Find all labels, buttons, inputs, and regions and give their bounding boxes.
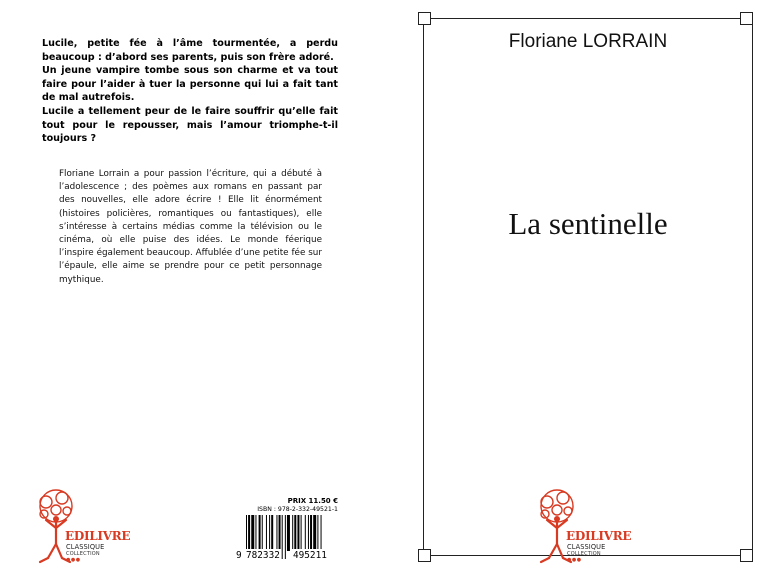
- barcode-bar: [313, 515, 316, 551]
- frame-corner: [418, 12, 431, 25]
- barcode-bar: [292, 515, 293, 551]
- front-cover-frame: [423, 18, 753, 556]
- barcode-bar: [266, 515, 267, 551]
- frame-corner: [418, 549, 431, 562]
- barcode-bar: [305, 515, 306, 551]
- front-author: Floriane LORRAIN: [508, 31, 668, 52]
- publisher-logo: [533, 484, 632, 564]
- publisher-brand: EDILIVRE: [566, 529, 632, 543]
- barcode-digits: 9 782332 495211: [236, 550, 327, 561]
- publisher-logo: [32, 484, 131, 564]
- barcode-bar: [251, 515, 254, 551]
- barcode-bar: [308, 515, 309, 551]
- author-biography: Floriane Lorrain a pour passion l’écriture, qui a débuté à l’adolescence ; des poèmes aux romans en passant par des nouvelles, elle adore écrire ! Elle lit énormément (histoires policières, romantiques ou fantastiques), elle s’intéresse à certains médias comme la télévision ou le cinéma, où elle puise des idées. Le monde féerique l’inspire également beaucoup. Affublée d’une petite fée sur l’épaule, elle aime se prendre pour ce petit personnage mythique.: [59, 169, 322, 285]
- barcode-bar: [287, 515, 290, 551]
- back-cover-synopsis: [42, 37, 338, 146]
- barcode-bar: [279, 515, 281, 551]
- barcode-bar: [310, 515, 312, 551]
- barcode-bar: [317, 515, 318, 551]
- frame-corner: [740, 549, 753, 562]
- barcode-bar: [255, 515, 256, 551]
- publisher-line1: CLASSIQUE: [567, 543, 606, 551]
- synopsis-paragraph: Lucile a tellement peur de le faire souffrir qu’elle fait tout pour le repousser, mais l’amour triomphe-t-il toujours ?: [42, 105, 338, 145]
- barcode-bar: [271, 515, 273, 551]
- barcode-bar: [269, 515, 270, 551]
- barcode-bar: [301, 515, 302, 551]
- publisher-line2: COLLECTION ●●●: [567, 551, 601, 563]
- price-label: PRIX 11.50 €: [287, 497, 338, 505]
- barcode-bar: [259, 515, 261, 551]
- barcode-bar: [294, 515, 296, 551]
- barcode-bar: [276, 515, 277, 551]
- book-title: La sentinelle: [508, 206, 668, 241]
- publisher-line2: COLLECTION ●●●: [66, 551, 100, 563]
- frame-corner: [740, 12, 753, 25]
- barcode-bar: [297, 515, 299, 551]
- synopsis-paragraph: Un jeune vampire tombe sous son charme et va tout faire pour l’aider à tuer la personne qui lui a fait tant de mal autrefois.: [42, 65, 338, 104]
- publisher-brand: EDILIVRE: [65, 529, 131, 543]
- synopsis-paragraph: Lucile, petite fée à l’âme tourmentée, a perdu beaucoup : d’abord ses parents, puis son frère adoré.: [42, 38, 338, 63]
- barcode-bar: [262, 515, 263, 551]
- publisher-line1: CLASSIQUE: [66, 543, 105, 551]
- isbn-label: ISBN : 978-2-332-49521-1: [257, 506, 338, 513]
